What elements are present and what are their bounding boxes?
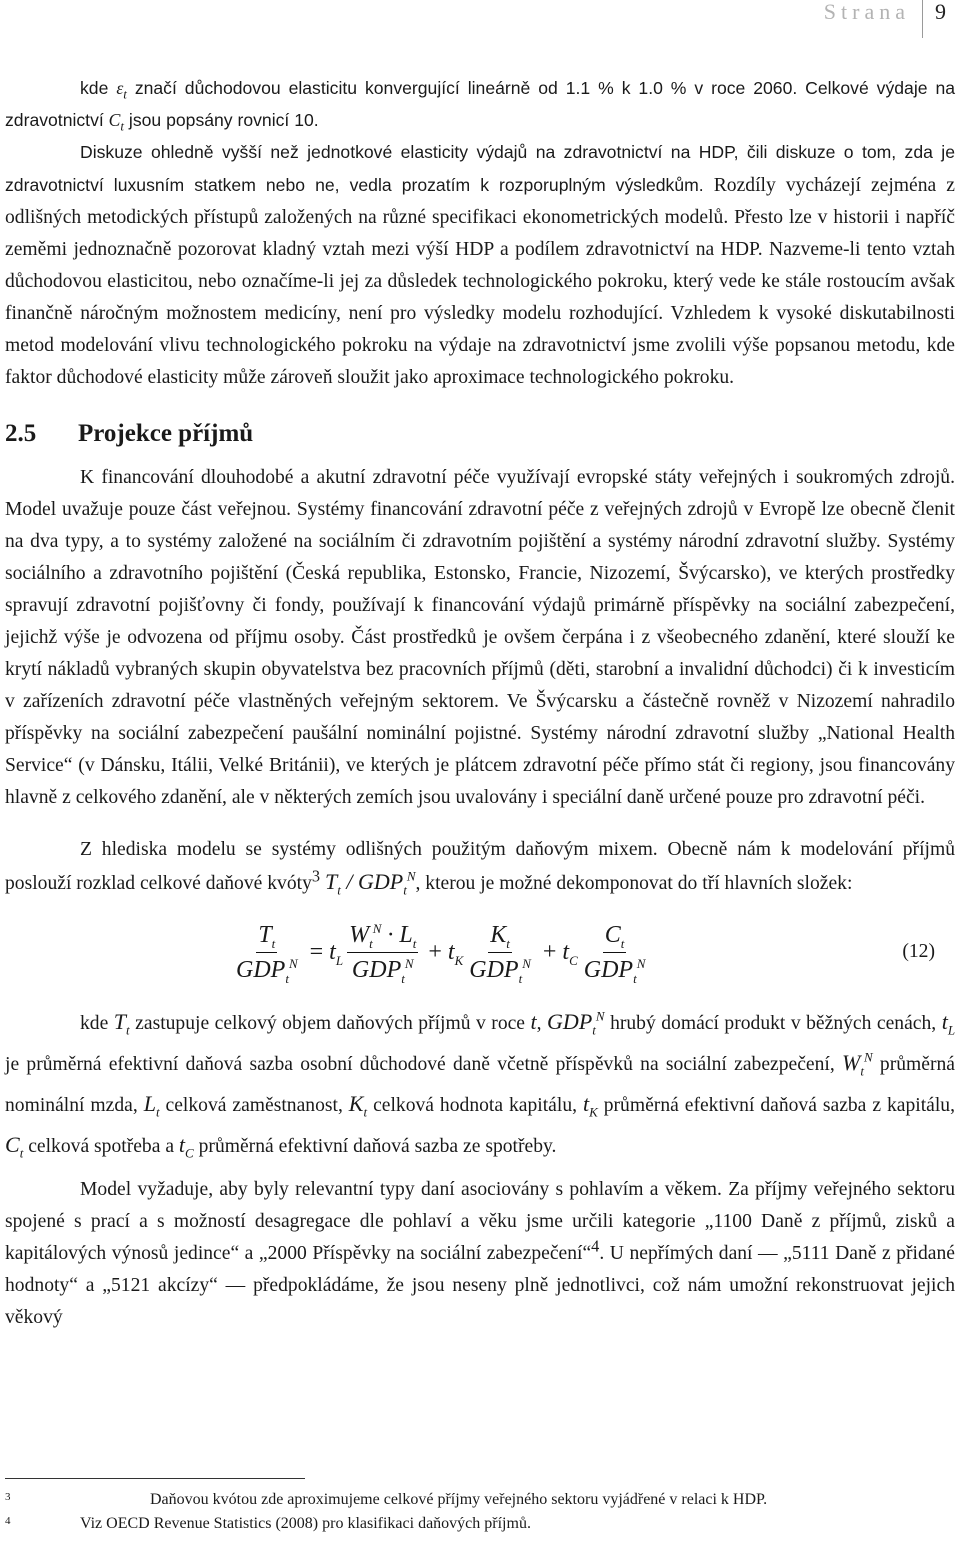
- footnote-ref-3: 3: [311, 866, 321, 886]
- equation-12: $\frac{T_t}{GDP_t^N}$ = $t_L$ $\frac{W_t^N \cdot L_t}{GDP_t^N}$ + $t_K$ $\frac{K_t}{GDP_t^N}$ + $t_C$ $\frac{C_t}{GDP_t^N}$ (12): [236, 920, 935, 986]
- paragraph-elasticity: kde $\varepsilon_t$ značí důchodovou elasticitu konvergující lineárně od 1.1 % k 1.0 % v roce 2060. Celkové výdaje na zdravotnictví $C_t$ jsou popsány rovnicí 10.: [5, 78, 956, 134]
- math-C-t: $C_t$: [108, 110, 125, 134]
- section-title: Projekce příjmů: [78, 420, 254, 447]
- footnote-ref-4: 4: [591, 1236, 600, 1256]
- footnote-4: 4 Viz OECD Revenue Statistics (2008) pro klasifikaci daňových příjmů.: [5, 1515, 531, 1532]
- page-label: Strana: [823, 0, 910, 24]
- page-number: 9: [935, 0, 946, 24]
- paragraph-variable-definitions: kde $T_t$ zastupuje celkový objem daňových příjmů v roce t, $GDP_t^N$ hrubý domácí produkt v běžných cenách, $t_L$ je průměrná efektivní daňová sazba osobní důchodové daně včetně příspěvků na sociální zabezpečení, $W_t^N$ průměrná nominální mzda, $L_t$ celková zaměstnanost, $K_t$ celková hodnota kapitálu, $t_K$ průměrná efektivní daňová sazba z kapitálu, $C_t$ celková spotřeba a $t_C$ průměrná efektivní daňová sazba ze spotřeby.: [5, 1008, 956, 1161]
- frac-C-over-GDP: $\frac{C_t}{GDP_t^N}$: [583, 921, 646, 986]
- document-body: [5, 72, 955, 1334]
- paragraph-tax-mix: Z hlediska modelu se systémy odlišných použitým daňovým mixem. Obecně nám k modelování příjmů poslouží rozklad celkové daňové kvóty$^3$ $T_t / GDP_t^N$, kterou je možné dekomponovat do tří hlavních složek:: [5, 839, 955, 898]
- frac-T-over-GDP: $\frac{T_t}{GDP_t^N}$: [236, 921, 298, 986]
- frac-K-over-GDP: $\frac{K_t}{GDP_t^N}$: [469, 921, 531, 986]
- math-epsilon-t: $\varepsilon_t$: [116, 78, 127, 102]
- section-heading: [5, 418, 955, 450]
- section-number: 2.5: [5, 420, 37, 447]
- footnotes: [5, 1488, 955, 1536]
- page-header: [824, 0, 946, 26]
- equation-number: (12): [902, 941, 935, 962]
- math-tax-quota: $T_t / GDP_t^N$: [324, 868, 416, 898]
- footnote-3: 3 Daňovou kvótou zde aproximujeme celkové příjmy veřejného sektoru vyjádřené v relaci k HDP.: [5, 1491, 768, 1508]
- footnote-rule: [5, 1478, 305, 1479]
- paragraph-age-sex: Model vyžaduje, aby byly relevantní typy daní asociovány s pohlavím a věkem. Za příjmy veřejného sektoru spojené s prací a s možností desagregace dle pohlaví a věku jsme určili kategorie „1100 Daně z příjmů, zisků a kapitálových výnosů jedince“ a „2000 Příspěvky na sociální zabezpečení“$^4$. U nepřímých daní — „5111 Daně z přidané hodnoty“ a „5121 akcízy“ — předpokládáme, že jsou neseny plně jednotlivci, což nám umožní rekonstruovat jejich věkový: [5, 1179, 955, 1328]
- frac-WL-over-GDP: $\frac{W_t^N \cdot L_t}{GDP_t^N}$: [349, 920, 417, 986]
- paragraph-financing: K financování dlouhodobé a akutní zdravotní péče využívají evropské státy veřejných i soukromých zdrojů. Model uvažuje pouze část veřejnou. Systémy financování zdravotní péče z veřejných zdrojů v Evropě lze obecně členit na dva typy, a to systémy založené na sociálním či zdravotním pojištění a systémy národní zdravotní služby. Systémy sociálního a zdravotního pojištění (Česká republika, Estonsko, Francie, Nizozemí, Švýcarsko), ve kterých prostředky spravují zdravotní pojišťovny či fondy, používají k financování výdajů primárně příspěvky na sociální zabezpečení, jejichž výše je odvozena od příjmu osoby. Část prostředků je ovšem čerpána i z všeobecného zdanění, které slouží ke krytí nákladů vybraných skupin obyvatelstva bez pracovních příjmů (děti, starobní a invalidní důchodci) či k investicím v zařízeních zdravotní péče vlastněných veřejným sektorem. Ve Švýcarsku a částečně rovněž v Nizozemí nahradilo příspěvky na sociální zabezpečení paušální nominální pojistné. Systémy národní zdravotní služby „National Health Service“ (v Dánsku, Itálii, Velké Británii), ve kterých je plátcem zdravotní péče přímo stát či regiony, jsou financovány hlavně z celkového zdanění, ale v některých zemích jsou uvalovány i speciální daně určené pouze pro zdravotní péči.: [5, 467, 955, 808]
- paragraph-discussion: Diskuze ohledně vyšší než jednotkové elasticity výdajů na zdravotnictví na HDP, čili diskuze o tom, zda je zdravotnictví luxusním statkem nebo ne, vedla prozatím k rozporuplným výsledkům. Rozdíly vycházejí zejména z odlišných metodických přístupů založených na různé specifikaci ekonometrických modelů. Přesto lze v historii i napříč zeměmi jednoznačně pozorovat kladný vztah mezi výší HDP a podílem zdravotnictví na HDP. Nazveme-li tento vztah důchodovou elasticitou, nebo označíme-li jej za důsledek technologického pokroku, který vede ke stále rostoucím avšak finančně náročným možnostem medicíny, není pro výsledky modelu rozhodující. Vzhledem k vysoké diskutabilnosti metod modelování vlivu technologického pokroku na výdaje na zdravotnictví jsme zvolili výše popsanou metodu, kde faktor důchodové elasticity může zároveň sloužit jako aproximace technologického pokroku.: [5, 142, 955, 388]
